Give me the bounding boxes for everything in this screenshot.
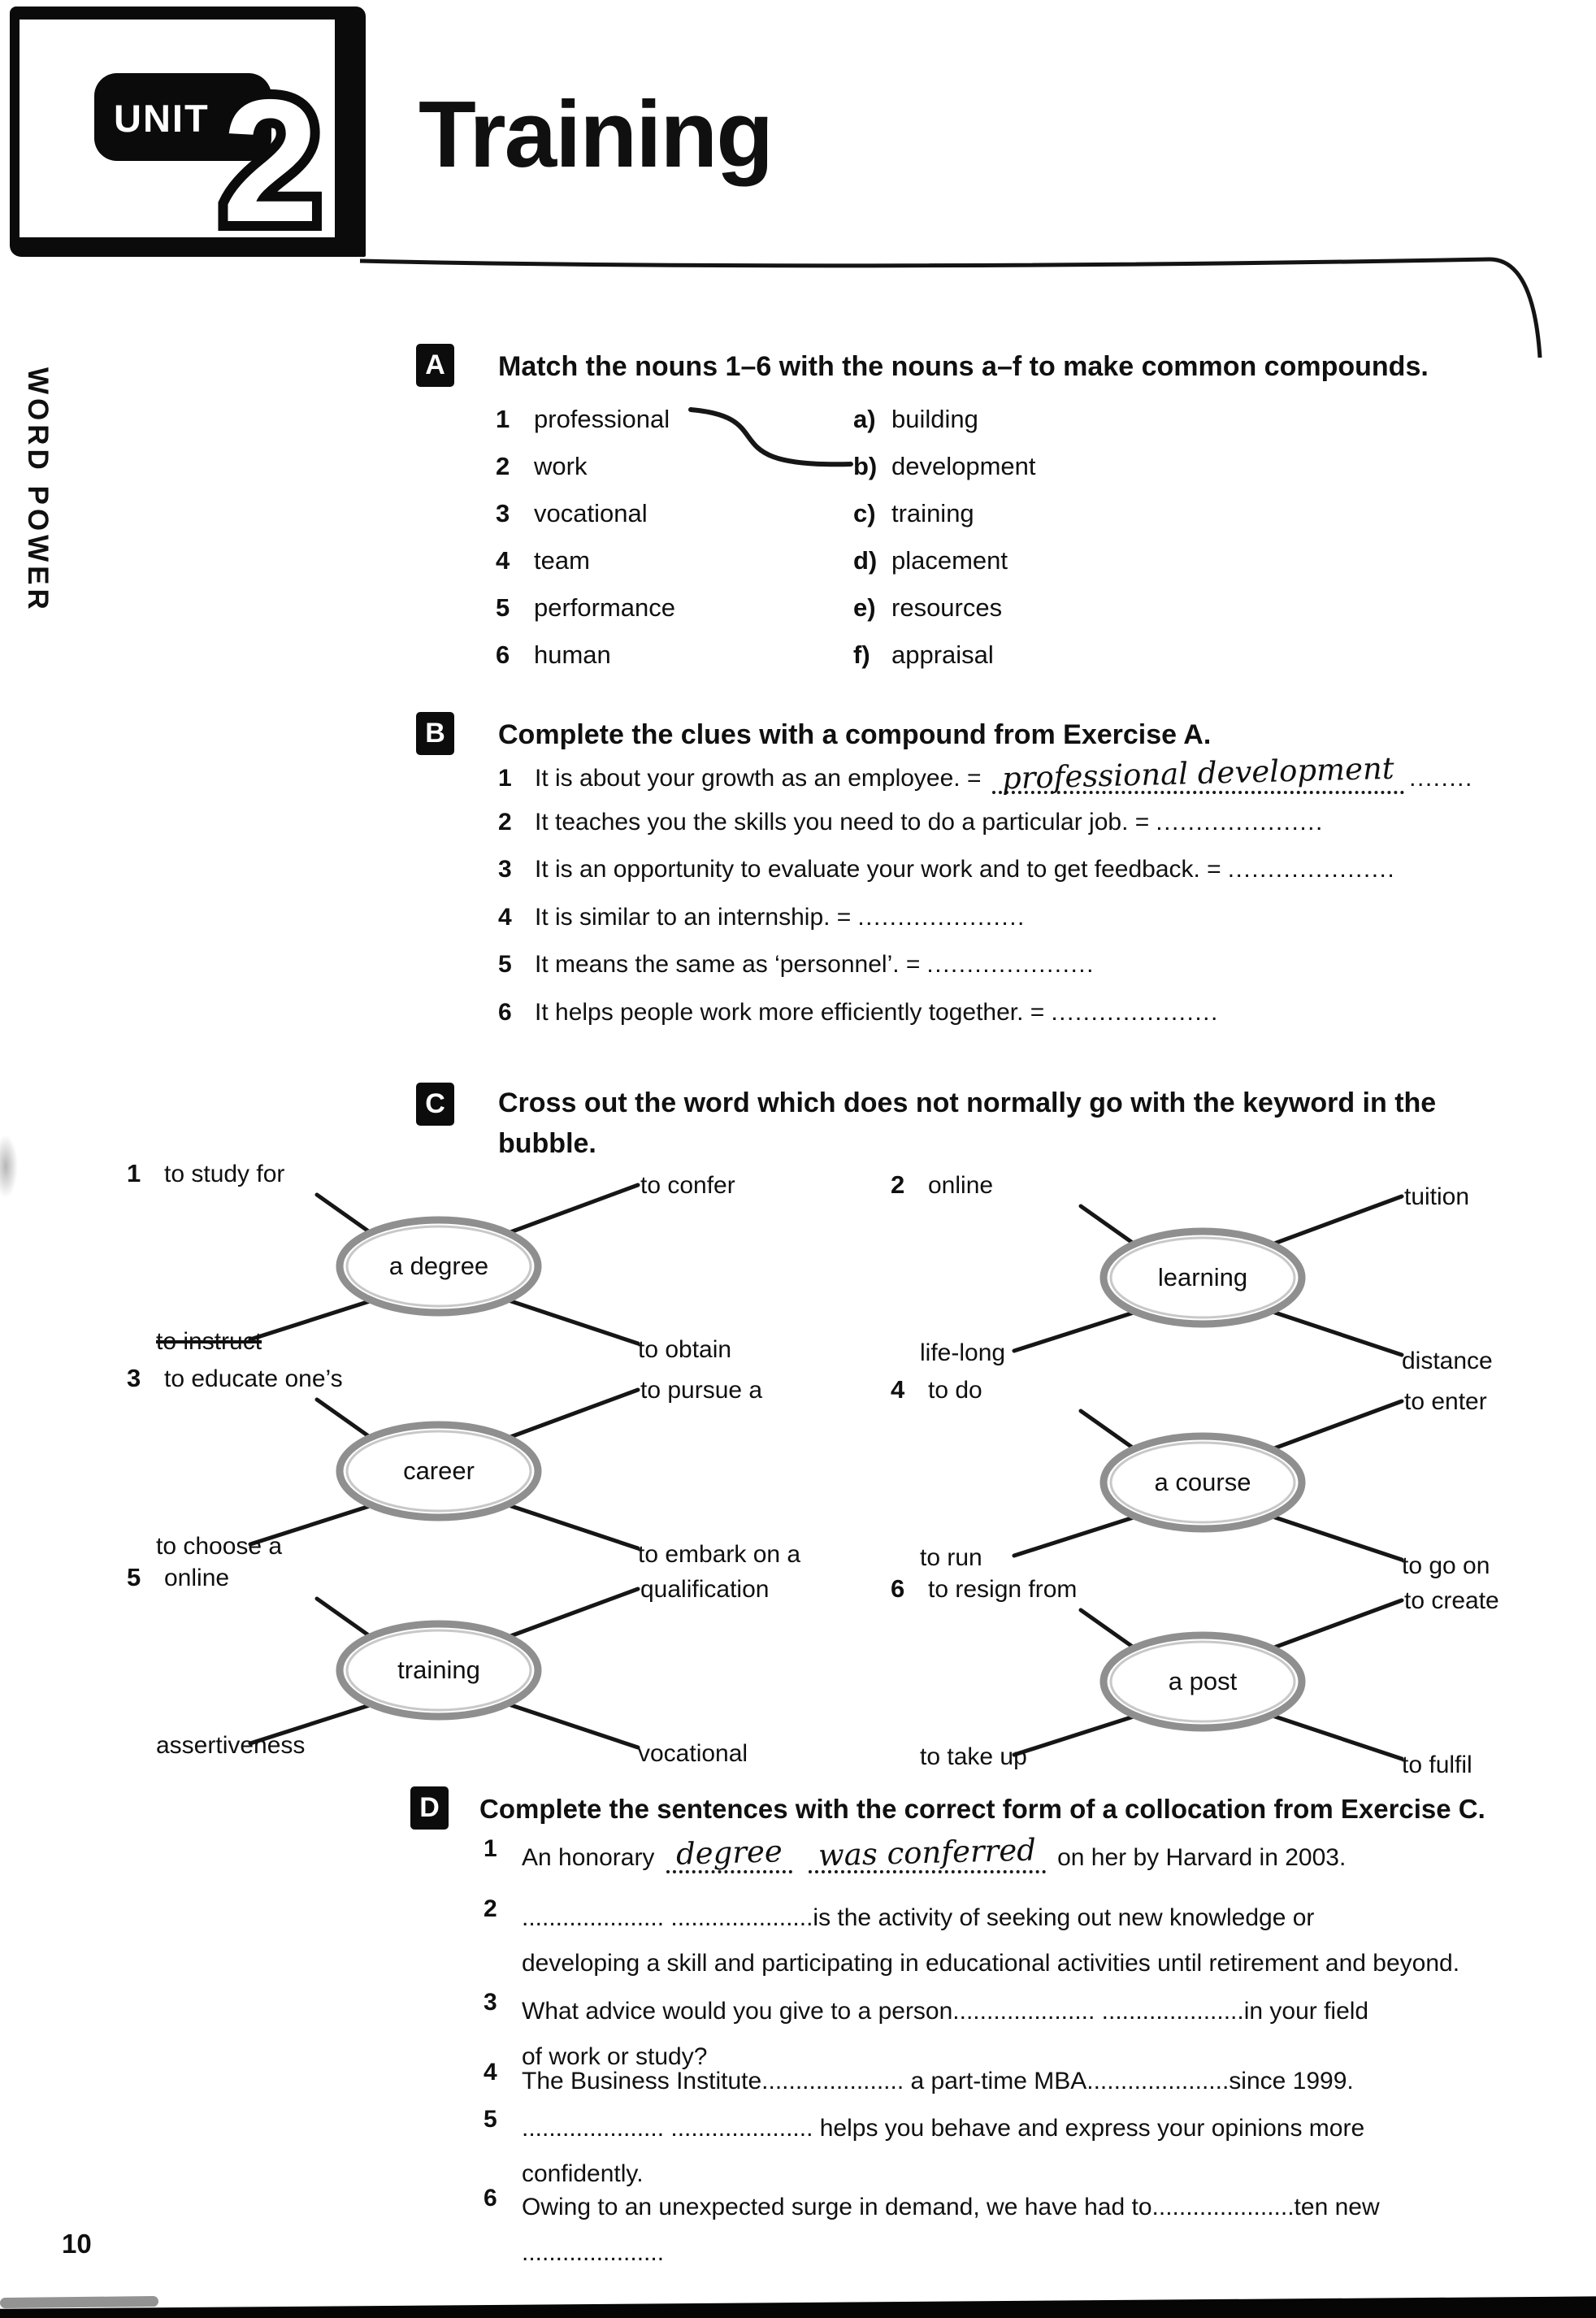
bubble-keyword: training xyxy=(397,1656,480,1684)
collocate-word[interactable]: to do xyxy=(928,1377,982,1404)
sentence-with-blank[interactable]: The Business Institute..................... a part-time MBA.....................since 1999. xyxy=(522,2068,1354,2094)
answer-dots: ........ xyxy=(1409,765,1473,792)
sentence-line xyxy=(522,1832,1347,1881)
clue-text: It teaches you the skills you need to do a particular job. = xyxy=(535,808,1150,836)
handwritten-answer: degree xyxy=(675,1834,783,1872)
match-item xyxy=(853,537,1036,584)
sentence-with-blank[interactable]: What advice would you give to a person..................... .....................in your field xyxy=(522,1998,1369,2025)
clue-item xyxy=(498,999,1473,1047)
collocate-word[interactable]: assertiveness xyxy=(156,1732,306,1759)
collocate-word[interactable]: online xyxy=(164,1565,230,1591)
match-word[interactable]: performance xyxy=(534,593,676,622)
exercise-c-badge: C xyxy=(416,1083,454,1126)
exercise-b-heading: Complete the clues with a compound from Exercise A. xyxy=(498,719,1212,750)
item-number: 3 xyxy=(484,1989,497,2016)
collocation-bubble-training xyxy=(114,1548,829,1792)
item-number: 2 xyxy=(496,452,510,480)
unit-badge xyxy=(94,63,319,258)
page-number: 10 xyxy=(62,2229,92,2259)
sentence-item xyxy=(484,2059,1354,2104)
collocate-word[interactable]: vocational xyxy=(638,1740,748,1767)
collocate-word[interactable]: distance xyxy=(1402,1348,1493,1374)
item-number: 4 xyxy=(498,903,512,931)
clue-item xyxy=(498,809,1473,857)
bubble-number: 2 xyxy=(891,1170,905,1199)
unit-label: UNIT xyxy=(114,97,210,140)
collocate-word[interactable]: to choose a xyxy=(156,1533,283,1560)
collocate-word[interactable]: to resign from xyxy=(928,1576,1078,1603)
match-word[interactable]: professional xyxy=(534,405,670,433)
clue-text: It means the same as ‘personnel’. = xyxy=(535,951,921,978)
collocate-word[interactable]: to create xyxy=(1404,1587,1499,1614)
collocate-word[interactable]: to go on xyxy=(1402,1552,1490,1579)
section-side-label: WORD POWER xyxy=(22,367,54,614)
handwritten-answer: was conferred xyxy=(818,1832,1037,1873)
match-word[interactable]: resources xyxy=(891,593,1003,622)
bubble-keyword: a post xyxy=(1168,1667,1238,1695)
collocate-word[interactable]: to fulfil xyxy=(1402,1752,1472,1778)
match-word[interactable]: team xyxy=(534,546,590,575)
item-number: 3 xyxy=(498,856,512,883)
bubble-keyword: learning xyxy=(1157,1263,1248,1291)
svg-text:2: 2 xyxy=(222,63,319,258)
clue-item xyxy=(498,951,1473,999)
bubble-keyword: career xyxy=(403,1456,475,1485)
sentence-with-blank[interactable]: ..................... ..................... helps you behave and express your opinions more xyxy=(522,2115,1365,2142)
match-word[interactable]: placement xyxy=(891,546,1008,575)
match-item xyxy=(496,632,675,679)
scan-smudge xyxy=(0,1135,18,1198)
clue-item xyxy=(498,904,1473,952)
clue-text: It is about your growth as an employee. = xyxy=(535,765,982,792)
sentence-item xyxy=(484,1895,1459,1986)
answer-blank[interactable]: ..................... xyxy=(522,2239,665,2266)
handwritten-answer: professional development xyxy=(1002,750,1395,797)
collocate-word[interactable]: to pursue a xyxy=(640,1377,763,1404)
match-word[interactable]: building xyxy=(891,405,978,433)
collocate-word[interactable]: to embark on a xyxy=(638,1541,801,1568)
clue-text: It is similar to an internship. = xyxy=(535,903,852,931)
sentence-text: An honorary xyxy=(522,1844,655,1871)
item-number: 4 xyxy=(496,546,510,575)
collocate-word[interactable]: to study for xyxy=(164,1161,285,1187)
collocate-word[interactable]: to take up xyxy=(920,1743,1027,1770)
collocate-word[interactable]: life-long xyxy=(920,1339,1006,1366)
collocate-word[interactable]: online xyxy=(928,1172,994,1199)
sentence-item xyxy=(484,1832,1347,1881)
clue-text: It is an opportunity to evaluate your work and to get feedback. = xyxy=(535,856,1221,883)
match-item xyxy=(496,584,675,632)
answer-blank[interactable]: ..................... xyxy=(1156,808,1324,836)
collocate-word-crossed-out[interactable]: to instruct xyxy=(156,1328,262,1355)
item-letter: a) xyxy=(853,405,876,433)
sentence-text: confidently. xyxy=(522,2160,644,2187)
bubble-number: 6 xyxy=(891,1574,905,1603)
match-item xyxy=(853,490,1036,537)
match-word[interactable]: development xyxy=(891,452,1036,480)
answer-blank[interactable] xyxy=(666,1834,792,1873)
collocate-word[interactable]: to run xyxy=(920,1544,982,1571)
item-number: 4 xyxy=(484,2059,497,2086)
bubble-number: 5 xyxy=(127,1563,141,1591)
collocate-word[interactable]: to obtain xyxy=(638,1336,732,1363)
page-title: Training xyxy=(419,81,773,187)
exercise-a-badge: A xyxy=(416,344,454,387)
sentence-item xyxy=(484,2185,1380,2276)
exercise-b-badge: B xyxy=(416,712,454,755)
exercise-b-items xyxy=(498,750,1473,1046)
match-item xyxy=(496,537,675,584)
bubble-number: 3 xyxy=(127,1364,141,1392)
match-item xyxy=(853,632,1036,679)
answer-blank[interactable] xyxy=(992,750,1404,797)
match-item xyxy=(853,584,1036,632)
scan-smudge xyxy=(0,2296,158,2308)
item-number: 1 xyxy=(498,765,512,792)
collocate-word[interactable]: tuition xyxy=(1404,1183,1470,1210)
exercise-d-heading: Complete the sentences with the correct form of a collocation from Exercise C. xyxy=(479,1794,1485,1824)
clue-text: It helps people work more efficiently together. = xyxy=(535,998,1045,1026)
item-number: 2 xyxy=(498,808,512,836)
match-word[interactable]: training xyxy=(891,499,974,527)
sentence-text: of work or study? xyxy=(522,2043,708,2070)
drawn-match-line xyxy=(646,389,906,486)
unit-number xyxy=(185,60,348,259)
match-word[interactable]: human xyxy=(534,640,611,669)
match-word[interactable]: appraisal xyxy=(891,640,994,669)
match-item xyxy=(496,490,675,537)
item-number: 6 xyxy=(498,998,512,1026)
item-number: 5 xyxy=(496,593,510,622)
clue-item xyxy=(498,856,1473,904)
sentence-text: on her by Harvard in 2003. xyxy=(1057,1844,1347,1871)
item-letter: d) xyxy=(853,546,878,575)
item-number: 1 xyxy=(496,405,510,433)
page-bottom-bar xyxy=(0,2296,1596,2318)
exercise-a-heading: Match the nouns 1–6 with the nouns a–f to make common compounds. xyxy=(498,351,1429,382)
sentence-text: developing a skill and participating in educational activities until retirement and beyond. xyxy=(522,1950,1460,1977)
sentence-with-blank[interactable]: ..................... .....................is the activity of seeking out new knowledge or xyxy=(522,1904,1315,1931)
sentence-item xyxy=(484,2106,1364,2197)
unit-header-box xyxy=(10,7,366,257)
item-number: 5 xyxy=(484,2106,497,2133)
answer-blank[interactable]: ..................... xyxy=(926,951,1095,978)
collocate-word[interactable]: to enter xyxy=(1404,1388,1487,1415)
item-number: 6 xyxy=(496,640,510,669)
match-word[interactable]: vocational xyxy=(534,499,648,527)
item-number: 6 xyxy=(484,2185,497,2212)
exercise-c-heading-line2: bubble. xyxy=(498,1128,596,1159)
bubble-number: 4 xyxy=(891,1375,905,1404)
exercise-c-heading-line1: Cross out the word which does not normally go with the keyword in the xyxy=(498,1087,1437,1118)
item-letter: f) xyxy=(853,640,870,669)
bubble-number: 1 xyxy=(127,1159,141,1187)
item-number: 3 xyxy=(496,499,510,527)
item-letter: b) xyxy=(853,452,878,480)
answer-blank[interactable] xyxy=(809,1832,1046,1873)
clue-item xyxy=(498,750,1473,809)
bubble-keyword: a course xyxy=(1154,1468,1251,1496)
sentence-with-blank[interactable]: Owing to an unexpected surge in demand, we have had to.....................ten new xyxy=(522,2194,1380,2220)
collocate-word[interactable]: qualification xyxy=(640,1576,770,1603)
collocate-word[interactable]: to educate one’s xyxy=(164,1365,343,1392)
collocation-bubble-post xyxy=(878,1560,1593,1804)
match-word[interactable]: work xyxy=(534,452,588,480)
bubble-keyword: a degree xyxy=(388,1252,489,1280)
answer-blank[interactable]: ..................... xyxy=(1227,856,1396,883)
collocate-word[interactable]: to confer xyxy=(640,1172,735,1199)
item-letter: e) xyxy=(853,593,876,622)
exercise-d-badge: D xyxy=(410,1786,449,1830)
answer-blank[interactable]: ..................... xyxy=(1051,998,1219,1026)
item-number: 2 xyxy=(484,1895,497,1922)
item-letter: c) xyxy=(853,499,876,527)
item-number: 5 xyxy=(498,951,512,978)
item-number: 1 xyxy=(484,1835,497,1862)
answer-blank[interactable]: ..................... xyxy=(857,903,1026,931)
